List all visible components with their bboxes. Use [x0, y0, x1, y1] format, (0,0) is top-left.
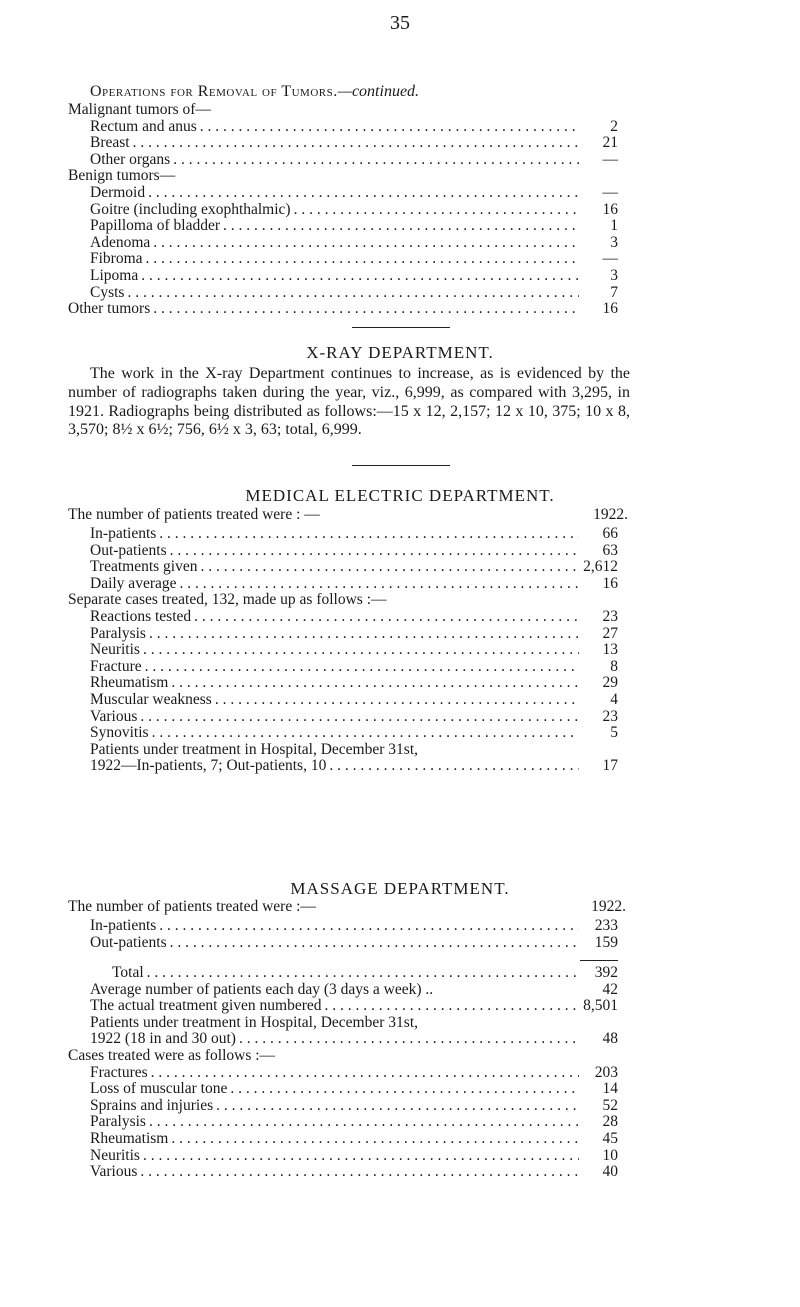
item-label: Fractures — [90, 1063, 148, 1081]
dot-leader — [153, 301, 579, 318]
dot-leader — [171, 1131, 579, 1148]
massage-heading: MASSAGE DEPARTMENT. — [290, 879, 510, 898]
massage-list-bottom — [68, 965, 618, 1181]
dot-leader — [147, 965, 579, 982]
dot-leader — [170, 543, 579, 560]
list-item — [68, 935, 618, 952]
item-label: Other organs — [90, 150, 171, 168]
tumors-heading-continued: —continued. — [337, 83, 420, 100]
list-item — [68, 1081, 618, 1098]
dot-leader — [127, 285, 579, 302]
item-value: 16 — [602, 200, 618, 218]
list-item — [68, 185, 618, 202]
item-label: Synovitis — [90, 724, 149, 742]
dot-leader — [149, 626, 579, 643]
item-value: 48 — [602, 1030, 618, 1048]
list-item — [68, 998, 618, 1015]
dot-leader — [223, 218, 579, 235]
tumors-list — [68, 102, 618, 318]
list-item — [68, 1131, 618, 1148]
dot-leader — [146, 251, 579, 268]
list-item — [68, 285, 618, 302]
dot-leader — [325, 998, 579, 1015]
list-item — [68, 675, 618, 692]
item-label: Lipoma — [90, 266, 139, 284]
list-item — [68, 1148, 618, 1165]
dot-leader — [143, 642, 579, 659]
item-value: 66 — [602, 525, 618, 542]
item-label: Sprains and injuries — [90, 1096, 214, 1114]
dot-leader — [140, 709, 579, 726]
item-label: Neuritis — [90, 641, 140, 659]
list-item — [68, 251, 618, 268]
list-item — [68, 152, 618, 169]
tumors-heading-main: Operations for Removal of Tumors. — [90, 83, 338, 100]
item-value: 7 — [610, 283, 618, 301]
dot-leader — [173, 152, 579, 169]
item-label: Total — [112, 964, 144, 981]
item-label: Adenoma — [90, 233, 151, 251]
item-label: Paralysis — [90, 1113, 146, 1131]
item-label: Benign tumors— — [68, 167, 176, 185]
item-value: 203 — [594, 1063, 618, 1081]
item-label: Rheumatism — [90, 1129, 169, 1147]
list-item — [68, 1031, 618, 1048]
item-value: 28 — [602, 1113, 618, 1131]
massage-year: 1922. — [591, 898, 626, 915]
item-value: 16 — [602, 574, 618, 592]
item-label: In-patients — [90, 525, 157, 542]
item-value: 29 — [602, 674, 618, 692]
list-item — [68, 758, 618, 775]
item-value: 23 — [602, 607, 618, 625]
list-item — [68, 102, 618, 119]
electric-year: 1922. — [593, 506, 628, 523]
item-label: Various — [90, 1163, 138, 1181]
item-value: 3 — [610, 266, 618, 284]
list-item — [68, 609, 618, 626]
item-value: — — [602, 250, 618, 268]
dot-leader — [141, 268, 579, 285]
dot-leader — [180, 576, 580, 593]
dot-leader — [153, 235, 579, 252]
dot-leader — [239, 1031, 579, 1048]
list-item — [68, 543, 618, 560]
dot-leader — [170, 935, 579, 952]
list-item — [68, 119, 618, 136]
item-value: 16 — [602, 300, 618, 318]
dot-leader — [159, 918, 579, 935]
item-label: Cases treated were as follows :— — [68, 1046, 276, 1064]
list-item — [68, 1048, 618, 1065]
item-value: 13 — [602, 641, 618, 659]
item-label: Patients under treatment in Hospital, December 31st, — [90, 740, 418, 758]
dot-leader — [171, 675, 579, 692]
item-label: Other tumors — [68, 300, 151, 318]
item-value: 159 — [594, 933, 618, 951]
item-value: 8 — [610, 657, 618, 675]
item-label: Daily average — [90, 574, 177, 592]
list-item — [68, 1098, 618, 1115]
item-label: Out-patients — [90, 541, 167, 559]
dot-leader — [294, 202, 579, 219]
tumors-heading — [90, 84, 620, 101]
dot-leader — [149, 1114, 579, 1131]
page-number: 35 — [390, 12, 410, 34]
electric-intro-line — [68, 507, 628, 524]
item-label: Reactions tested — [90, 607, 192, 625]
item-label: Breast — [90, 134, 130, 152]
item-label: In-patients — [90, 917, 157, 934]
list-item — [68, 709, 618, 726]
item-label: Malignant tumors of— — [68, 101, 211, 118]
electric-list — [68, 526, 618, 775]
list-item — [68, 559, 618, 576]
xray-heading: X-RAY DEPARTMENT. — [306, 343, 494, 362]
list-item — [68, 526, 618, 543]
list-item — [68, 982, 618, 999]
item-label: Goitre (including exophthalmic) — [90, 200, 291, 218]
item-value: 23 — [602, 707, 618, 725]
dot-leader — [194, 609, 579, 626]
list-item — [68, 235, 618, 252]
item-label: Dermoid — [90, 183, 146, 201]
item-label: Fibroma — [90, 250, 143, 268]
list-item — [68, 301, 618, 318]
item-label: Average number of patients each day (3 days a week) .. — [90, 980, 434, 998]
item-label: Fracture — [90, 657, 142, 675]
dot-leader — [133, 135, 579, 152]
list-item — [68, 692, 618, 709]
electric-heading: MEDICAL ELECTRIC DEPARTMENT. — [245, 486, 555, 505]
section-divider — [352, 465, 450, 466]
dot-leader — [140, 1164, 579, 1181]
item-value: 3 — [610, 233, 618, 251]
item-value: 42 — [602, 980, 618, 998]
list-item — [68, 725, 618, 742]
sum-rule — [580, 960, 618, 961]
item-label: Loss of muscular tone — [90, 1080, 228, 1098]
item-value: 2,612 — [583, 558, 618, 576]
list-item — [68, 202, 618, 219]
item-value: 233 — [594, 917, 618, 934]
item-value: 40 — [602, 1163, 618, 1181]
list-item — [68, 268, 618, 285]
item-label: Papilloma of bladder — [90, 217, 220, 235]
dot-leader — [329, 758, 579, 775]
list-item — [68, 1114, 618, 1131]
item-value: 2 — [610, 117, 618, 135]
list-item — [68, 1065, 618, 1082]
section-divider — [352, 327, 450, 328]
dot-leader — [152, 725, 579, 742]
item-label: 1922 (18 in and 30 out) — [90, 1030, 236, 1048]
item-value: 52 — [602, 1096, 618, 1114]
xray-paragraph: The work in the X-ray Department continues to increase, as is evidenced by the number of radiographs taken during the year, viz., 6,999, as compared with 3,295, in 1921. Radiographs being distributed as follows:—15 x 12, 2,157; 12 x 10, 375; 10 x 8, 3,570; 8½ x 6½; 756, 6½ x 3, 63; total, 6,999. — [68, 365, 630, 439]
item-value: 8,501 — [583, 997, 618, 1015]
list-item — [68, 1015, 618, 1032]
dot-leader — [230, 1081, 579, 1098]
item-value: 5 — [610, 724, 618, 742]
list-item — [68, 659, 618, 676]
item-value: 4 — [610, 690, 618, 708]
list-item — [68, 626, 618, 643]
list-item — [68, 592, 618, 609]
list-item — [68, 918, 618, 935]
item-label: The actual treatment given numbered — [90, 997, 322, 1015]
item-value: 10 — [602, 1146, 618, 1164]
dot-leader — [145, 659, 579, 676]
item-value: 21 — [602, 134, 618, 152]
dot-leader — [216, 1098, 579, 1115]
list-item — [68, 965, 618, 982]
item-label: Treatments given — [90, 558, 198, 576]
dot-leader — [200, 119, 579, 136]
list-item — [68, 135, 618, 152]
item-value: 17 — [602, 757, 618, 775]
item-label: Neuritis — [90, 1146, 140, 1164]
list-item — [68, 1164, 618, 1181]
item-label: Separate cases treated, 132, made up as follows :— — [68, 591, 387, 609]
item-label: Paralysis — [90, 624, 146, 642]
item-value: 27 — [602, 624, 618, 642]
item-value: 14 — [602, 1080, 618, 1098]
item-value: — — [602, 183, 618, 201]
massage-intro: The number of patients treated were :— — [68, 898, 316, 915]
item-value: — — [602, 150, 618, 168]
item-value: 45 — [602, 1129, 618, 1147]
item-label: Out-patients — [90, 933, 167, 951]
item-label: Muscular weakness — [90, 690, 212, 708]
item-value: 392 — [594, 964, 618, 981]
list-item — [68, 742, 618, 759]
list-item — [68, 576, 618, 593]
massage-intro-line — [68, 899, 626, 916]
dot-leader — [201, 559, 580, 576]
list-item — [68, 218, 618, 235]
item-label: Rheumatism — [90, 674, 169, 692]
list-item — [68, 642, 618, 659]
dot-leader — [151, 1065, 579, 1082]
item-label: Rectum and anus — [90, 117, 197, 135]
massage-list-top — [68, 918, 618, 951]
item-label: Various — [90, 707, 138, 725]
item-label: Cysts — [90, 283, 125, 301]
item-value: 63 — [602, 541, 618, 559]
dot-leader — [215, 692, 579, 709]
dot-leader — [148, 185, 579, 202]
dot-leader — [143, 1148, 579, 1165]
list-item — [68, 168, 618, 185]
item-label: Patients under treatment in Hospital, December 31st, — [90, 1013, 418, 1031]
dot-leader — [159, 526, 579, 543]
item-label: 1922—In-patients, 7; Out-patients, 10 — [90, 757, 327, 775]
item-value: 1 — [610, 217, 618, 235]
electric-intro: The number of patients treated were : — — [68, 506, 320, 523]
